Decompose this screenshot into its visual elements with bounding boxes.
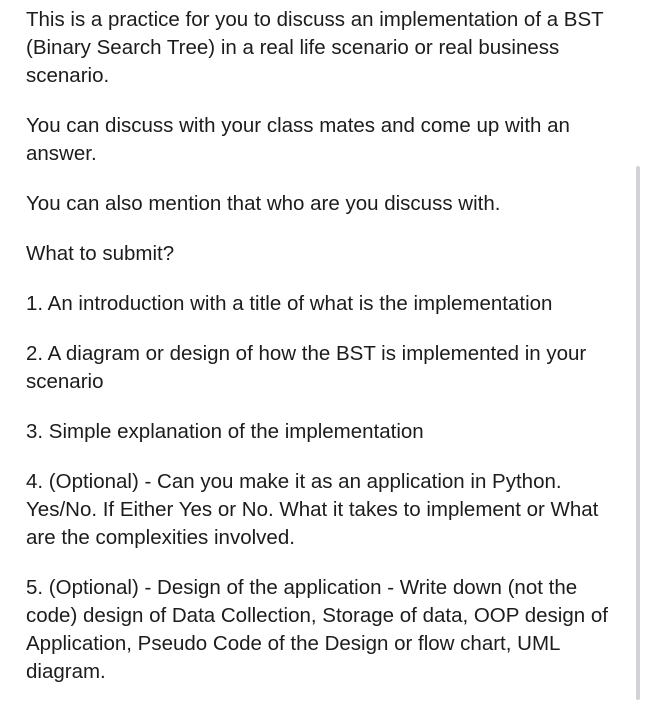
list-item-1: 1. An introduction with a title of what is the implementation [26,292,553,315]
mention-paragraph: You can also mention that who are you discuss with. [26,192,501,215]
list-item-2: 2. A diagram or design of how the BST is implemented in your scenario [26,342,587,393]
discussion-paragraph: You can discuss with your class mates and come up with an answer. [26,114,570,165]
scrollbar-thumb[interactable] [636,166,640,700]
submit-heading: What to submit? [26,242,175,265]
intro-paragraph: This is a practice for you to discuss an implementation of a BST (Binary Search Tree) in a real life scenario or real business scenario. [26,8,604,87]
list-item-4: 4. (Optional) - Can you make it as an application in Python. Yes/No. If Either Yes or No. What it takes to implement or What are the complexities involved. [26,470,599,549]
list-item-3: 3. Simple explanation of the implementation [26,420,424,443]
assignment-text [26,6,626,708]
vertical-scrollbar[interactable] [636,166,640,700]
list-item-5: 5. (Optional) - Design of the application - Write down (not the code) design of Data Collection, Storage of data, OOP design of Application, Pseudo Code of the Design or flow chart, UML diagram. [26,576,608,683]
